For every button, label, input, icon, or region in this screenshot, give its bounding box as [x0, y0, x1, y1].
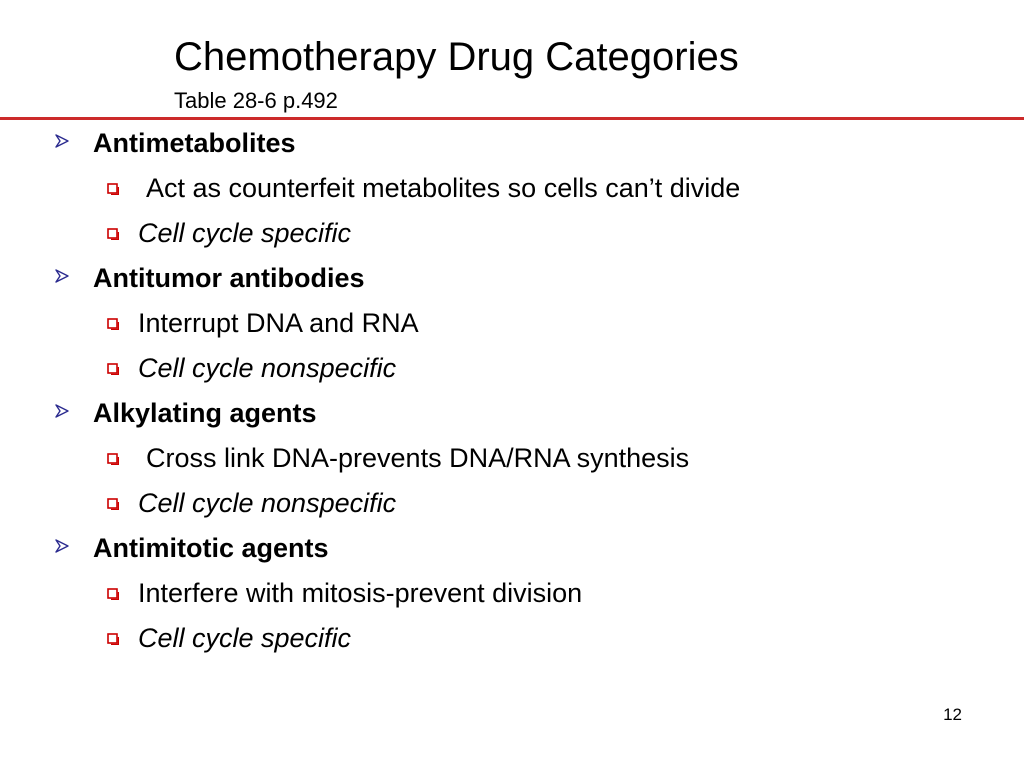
square-bullet-icon [107, 633, 119, 645]
sub-item-text: Cell cycle nonspecific [138, 488, 397, 518]
square-bullet-icon [107, 363, 119, 375]
arrowhead-bullet-icon [55, 404, 69, 418]
sub-item [0, 347, 1024, 389]
category-label: Antimetabolites [93, 128, 296, 158]
sub-item-text: Cell cycle specific [138, 623, 352, 653]
arrowhead-bullet-icon [55, 269, 69, 283]
arrowhead-bullet-icon [55, 134, 69, 148]
square-bullet-icon [107, 318, 119, 330]
sub-item-text: Cross link DNA-prevents DNA/RNA synthesis [146, 443, 690, 473]
title-divider [0, 117, 1024, 120]
square-bullet-icon [107, 228, 119, 240]
category-item [0, 392, 1024, 434]
sub-item-text: Interrupt DNA and RNA [138, 308, 419, 338]
sub-item [0, 572, 1024, 614]
sub-item [0, 437, 1024, 479]
slide-title: Chemotherapy Drug Categories [174, 35, 739, 79]
sub-item [0, 302, 1024, 344]
arrowhead-bullet-icon [55, 539, 69, 553]
sub-item-text: Cell cycle specific [138, 218, 352, 248]
square-bullet-icon [107, 453, 119, 465]
sub-item [0, 617, 1024, 659]
sub-item [0, 482, 1024, 524]
slide-subtitle: Table 28-6 p.492 [174, 88, 338, 113]
category-item [0, 257, 1024, 299]
category-item [0, 122, 1024, 164]
sub-item-text: Cell cycle nonspecific [138, 353, 397, 383]
category-label: Antimitotic agents [93, 533, 329, 563]
sub-item [0, 212, 1024, 254]
square-bullet-icon [107, 588, 119, 600]
square-bullet-icon [107, 498, 119, 510]
category-item [0, 527, 1024, 569]
sub-item-text: Act as counterfeit metabolites so cells can’t divide [146, 173, 741, 203]
category-label: Alkylating agents [93, 398, 317, 428]
page-number: 12 [943, 705, 962, 724]
sub-item-text: Interfere with mitosis-prevent division [138, 578, 583, 608]
square-bullet-icon [107, 183, 119, 195]
sub-item [0, 167, 1024, 209]
category-label: Antitumor antibodies [93, 263, 365, 293]
